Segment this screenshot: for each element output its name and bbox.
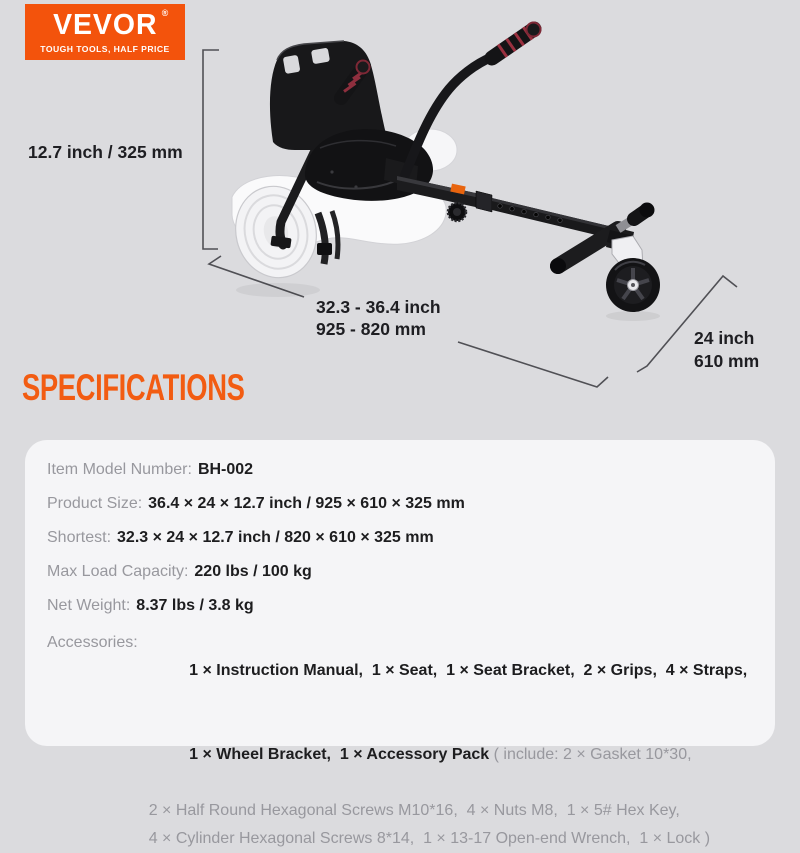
accessories-line2-gray: ( include: 2 × Gasket 10*30, — [493, 746, 692, 763]
specifications-panel — [25, 440, 775, 847]
logo-tagline: TOUGH TOOLS, HALF PRICE — [40, 43, 170, 54]
caster-wheel-assembly — [606, 230, 660, 321]
backrest-slot — [311, 48, 330, 65]
locking-knob — [448, 203, 466, 221]
spec-value: BH-002 — [197, 461, 254, 478]
dimension-line-height — [203, 50, 219, 249]
dimension-label-length — [316, 297, 441, 340]
beam-collar — [476, 191, 492, 212]
caster-wheel — [606, 258, 660, 312]
spec-value: 32.3 × 24 × 12.7 inch / 820 × 610 × 325 mm — [117, 529, 434, 546]
spec-row-product-size — [47, 487, 755, 521]
accessories-line1: 1 × Instruction Manual, 1 × Seat, 1 × Seat Bracket, 2 × Grips, 4 × Straps, — [189, 662, 748, 679]
specifications-heading: SPECIFICATIONS — [22, 367, 245, 408]
dimension-line-length-b — [458, 342, 608, 387]
dimension-label-width — [694, 327, 759, 372]
spec-label: Accessories: — [47, 634, 138, 651]
accessories-list — [145, 629, 747, 853]
spec-row-accessories — [47, 629, 755, 853]
spec-label: Net Weight: — [47, 597, 131, 614]
handlebar-grip — [492, 23, 541, 59]
accessories-line2-bold: 1 × Wheel Bracket, 1 × Accessory Pack — [189, 746, 494, 763]
accessories-line4: 4 × Cylinder Hexagonal Screws 8*14, 1 × 13-17 Open-end Wrench, 1 × Lock ) — [148, 830, 711, 847]
width-mm: 610 mm — [694, 350, 760, 371]
spec-label: Item Model Number: — [47, 461, 192, 478]
registered-mark: ® — [161, 7, 168, 18]
dimension-label-height: 12.7 inch / 325 mm — [28, 142, 183, 162]
spec-row-max-load — [47, 555, 755, 589]
accessories-line3: 2 × Half Round Hexagonal Screws M10*16, 4 × Nuts M8, 1 × 5# Hex Key, — [148, 802, 680, 819]
spec-row-model — [47, 453, 755, 487]
strap-buckle — [317, 243, 332, 255]
length-inch: 32.3 - 36.4 inch — [316, 297, 441, 317]
width-inch: 24 inch — [694, 328, 755, 348]
spec-value: 8.37 lbs / 3.8 kg — [136, 597, 254, 614]
backrest-slot — [283, 55, 301, 74]
spec-label: Max Load Capacity: — [47, 563, 189, 580]
spec-value: 220 lbs / 100 kg — [194, 563, 312, 580]
spec-row-net-weight — [47, 589, 755, 623]
spec-value: 36.4 × 24 × 12.7 inch / 925 × 610 × 325 mm — [148, 495, 465, 512]
spec-label: Shortest: — [47, 529, 112, 546]
spec-row-shortest — [47, 521, 755, 555]
spec-label: Product Size: — [47, 495, 143, 512]
brand-text: VEVOR — [52, 8, 158, 41]
length-mm: 925 - 820 mm — [316, 318, 426, 339]
